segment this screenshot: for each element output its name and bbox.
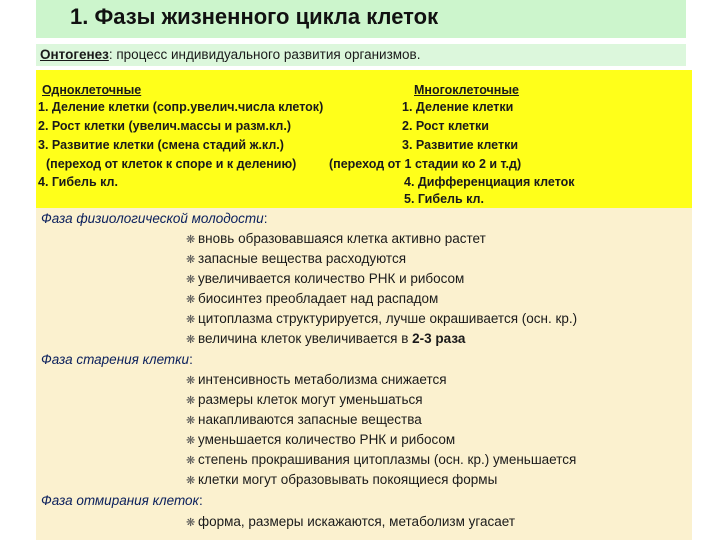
- right-item: 2. Рост клетки: [402, 119, 489, 133]
- phase-heading: Фаза физиологической молодости:: [41, 211, 268, 226]
- bullet-icon: ❋: [186, 234, 196, 246]
- bullet-icon: ❋: [186, 314, 196, 326]
- list-item: ❋ цитоплазма структурируется, лучше окрашивается (осн. кр.): [186, 309, 577, 330]
- bullet-icon: ❋: [186, 334, 196, 346]
- left-item: 1. Деление клетки (сопр.увелич.числа клеток): [38, 100, 324, 114]
- left-header: Одноклеточные: [42, 83, 142, 97]
- left-item: 4. Гибель кл.: [38, 175, 118, 189]
- left-item: (переход от клеток к споре и к делению): [46, 157, 297, 171]
- right-item: 5. Гибель кл.: [404, 192, 484, 206]
- list-item: ❋ клетки могут образовывать покоящиеся формы: [186, 470, 497, 491]
- phase-heading: Фаза старения клетки:: [41, 352, 193, 367]
- bullet-icon: ❋: [186, 475, 196, 487]
- phase-heading: Фаза отмирания клеток:: [41, 493, 203, 508]
- bullet-icon: ❋: [186, 395, 196, 407]
- right-header: Многоклеточные: [414, 83, 519, 97]
- list-item: ❋ величина клеток увеличивается в 2-3 раза: [186, 329, 465, 350]
- bullet-icon: ❋: [186, 254, 196, 266]
- bullet-icon: ❋: [186, 415, 196, 427]
- right-item: 3. Развитие клетки: [402, 138, 519, 152]
- list-item: ❋ вновь образовавшаяся клетка активно растет: [186, 229, 486, 250]
- list-item: ❋ форма, размеры искажаются, метаболизм угасает: [186, 512, 515, 533]
- list-item: ❋ биосинтез преобладает над распадом: [186, 289, 438, 310]
- definition-bar: [36, 44, 686, 66]
- list-item: ❋ интенсивность метаболизма снижается: [186, 370, 447, 391]
- bullet-icon: ❋: [186, 435, 196, 447]
- list-item: ❋ размеры клеток могут уменьшаться: [186, 390, 423, 411]
- title-bar: [36, 0, 686, 38]
- definition-text: : процесс индивидуального развития организмов.: [108, 47, 421, 62]
- left-item: 3. Развитие клетки (смена стадий ж.кл.): [38, 138, 284, 152]
- list-item: ❋ запасные вещества расходуются: [186, 249, 406, 270]
- comparison-block: [36, 70, 692, 208]
- list-item: ❋ накапливаются запасные вещества: [186, 410, 422, 431]
- bullet-icon: ❋: [186, 375, 196, 387]
- page-title: 1. Фазы жизненного цикла клеток: [70, 4, 439, 29]
- bullet-icon: ❋: [186, 274, 196, 286]
- definition-term: Онтогенез: [40, 47, 109, 62]
- right-item: 4. Дифференциация клеток: [404, 175, 575, 189]
- phases-block: [36, 208, 692, 540]
- list-item: ❋ увеличивается количество РНК и рибосом: [186, 269, 464, 290]
- right-item: 1. Деление клетки: [402, 100, 514, 114]
- left-item: 2. Рост клетки (увелич.массы и разм.кл.): [38, 119, 291, 133]
- bullet-icon: ❋: [186, 517, 196, 529]
- list-item: ❋ уменьшается количество РНК и рибосом: [186, 430, 455, 451]
- list-item: ❋ степень прокрашивания цитоплазмы (осн. кр.) уменьшается: [186, 450, 576, 471]
- bullet-icon: ❋: [186, 455, 196, 467]
- bullet-icon: ❋: [186, 294, 196, 306]
- right-item: (переход от 1 стадии ко 2 и т.д): [329, 157, 522, 171]
